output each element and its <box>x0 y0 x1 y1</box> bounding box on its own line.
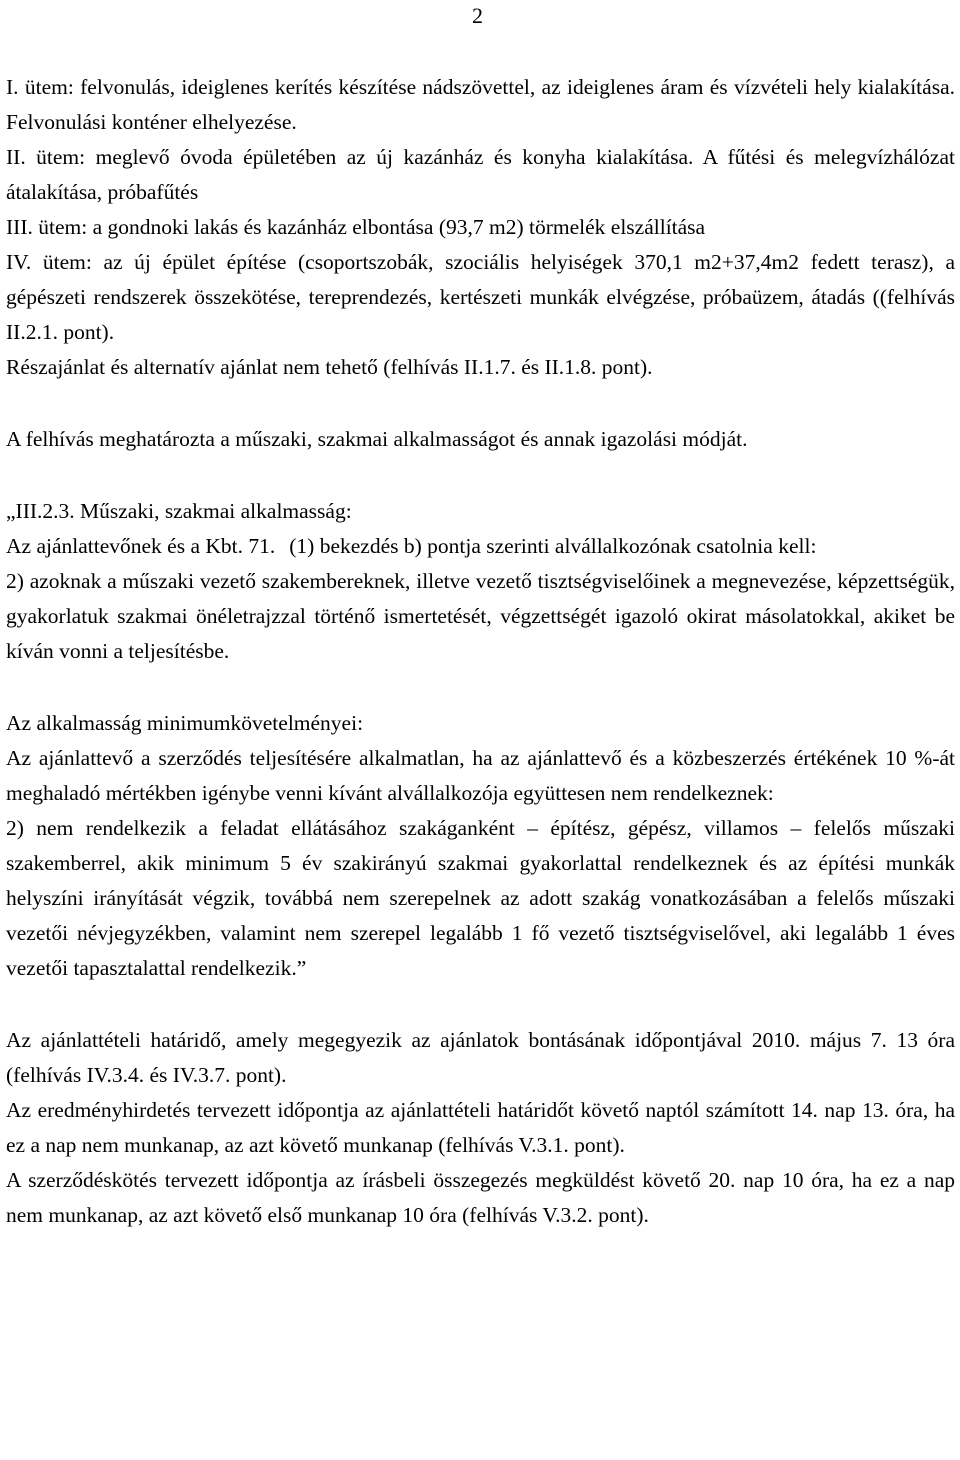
paragraph-contract-signing: A szerződéskötés tervezett időpontja az írásbeli összegezés megküldést követő 20. nap 10 óra, ha ez a nap nem munkanap, az azt követő első munkanap 10 óra (felhívás V.3.2. pont). <box>6 1168 955 1227</box>
spacer <box>6 457 955 494</box>
paragraph-stage-4: IV. ütem: az új épület építése (csoportszobák, szociális helyiségek 370,1 m2+37,4m2 fedett terasz), a gépészeti rendszerek összekötése, tereprendezés, kertészeti munkák elvégzése, próbaüzem, átadás ((felhívás II.2.1. pont). <box>6 250 955 344</box>
bidder-attach-start: Az ajánlattevőnek és a Kbt. 71. <box>6 534 276 558</box>
spacer <box>6 669 955 706</box>
section-heading-III-2-3: „III.2.3. Műszaki, szakmai alkalmasság: <box>6 499 352 523</box>
paragraph-unsuitability: Az ajánlattevő a szerződés teljesítésére alkalmatlan, ha az ajánlattevő és a közbeszerzés értékének 10 %-át meghaladó mértékben igénybe venni kívánt alvállalkozója együttesen nem rendelkeznek: <box>6 746 955 805</box>
paragraph-deadline: Az ajánlattételi határidő, amely megegyezik az ajánlatok bontásának időpontjával 2010. május 7. 13 óra (felhívás IV.3.4. és IV.3.7. pont). <box>6 1028 955 1087</box>
page-number: 2 <box>472 3 483 28</box>
spacer <box>6 385 955 422</box>
bidder-attach-rest: (1) bekezdés b) pontja szerinti alvállalkozónak csatolnia kell: <box>289 534 817 558</box>
paragraph-stage-2: II. ütem: meglevő óvoda épületében az új kazánház és konyha kialakítása. A fűtési és melegvízhálózat átalakítása, próbafűtés <box>6 145 955 204</box>
paragraph-requirement-2: 2) azoknak a műszaki vezető szakembereknek, illetve vezető tisztségviselőinek a megnevezése, képzettségük, gyakorlatuk szakmai önéletrajzzal történő ismertetését, végzettségét igazoló okirat másolatokkal, akiket be kíván vonni a teljesítésbe. <box>6 569 955 663</box>
paragraph-minimum-requirements-heading: Az alkalmasság minimumkövetelményei: <box>6 711 364 735</box>
paragraph-bidder-attach <box>6 529 955 564</box>
spacer <box>6 986 955 1023</box>
paragraph-partial-offer: Részajánlat és alternatív ajánlat nem tehető (felhívás II.1.7. és II.1.8. pont). <box>6 355 653 379</box>
paragraph-stage-3: III. ütem: a gondnoki lakás és kazánház elbontása (93,7 m2) törmelék elszállítása <box>6 215 706 239</box>
paragraph-criterion-2: 2) nem rendelkezik a feladat ellátásához szakáganként – építész, gépész, villamos – felelős műszaki szakemberrel, akik minimum 5 év szakirányú szakmai gyakorlattal rendelkeznek és az építési munkák helyszíni irányítását végzik, továbbá nem szerepelnek az adott szakág vonatkozásában a felelős műszaki vezetői névjegyzékben, valamint nem szerepel legalább 1 fő vezető tisztségviselővel, aki legalább 1 éves vezetői tapasztalattal rendelkezik.” <box>6 816 955 980</box>
paragraph-stage-1: I. ütem: felvonulás, ideiglenes kerítés készítése nádszövettel, az ideiglenes áram és vízvételi hely kialakítása. Felvonulási konténer elhelyezése. <box>6 75 955 134</box>
paragraph-suitability-intro: A felhívás meghatározta a műszaki, szakmai alkalmasságot és annak igazolási módját. <box>6 427 748 451</box>
document-body <box>6 70 955 1233</box>
paragraph-result-announcement: Az eredményhirdetés tervezett időpontja az ajánlattételi határidőt követő naptól számított 14. nap 13. óra, ha ez a nap nem munkanap, az azt követő munkanap (felhívás V.3.1. pont). <box>6 1098 955 1157</box>
